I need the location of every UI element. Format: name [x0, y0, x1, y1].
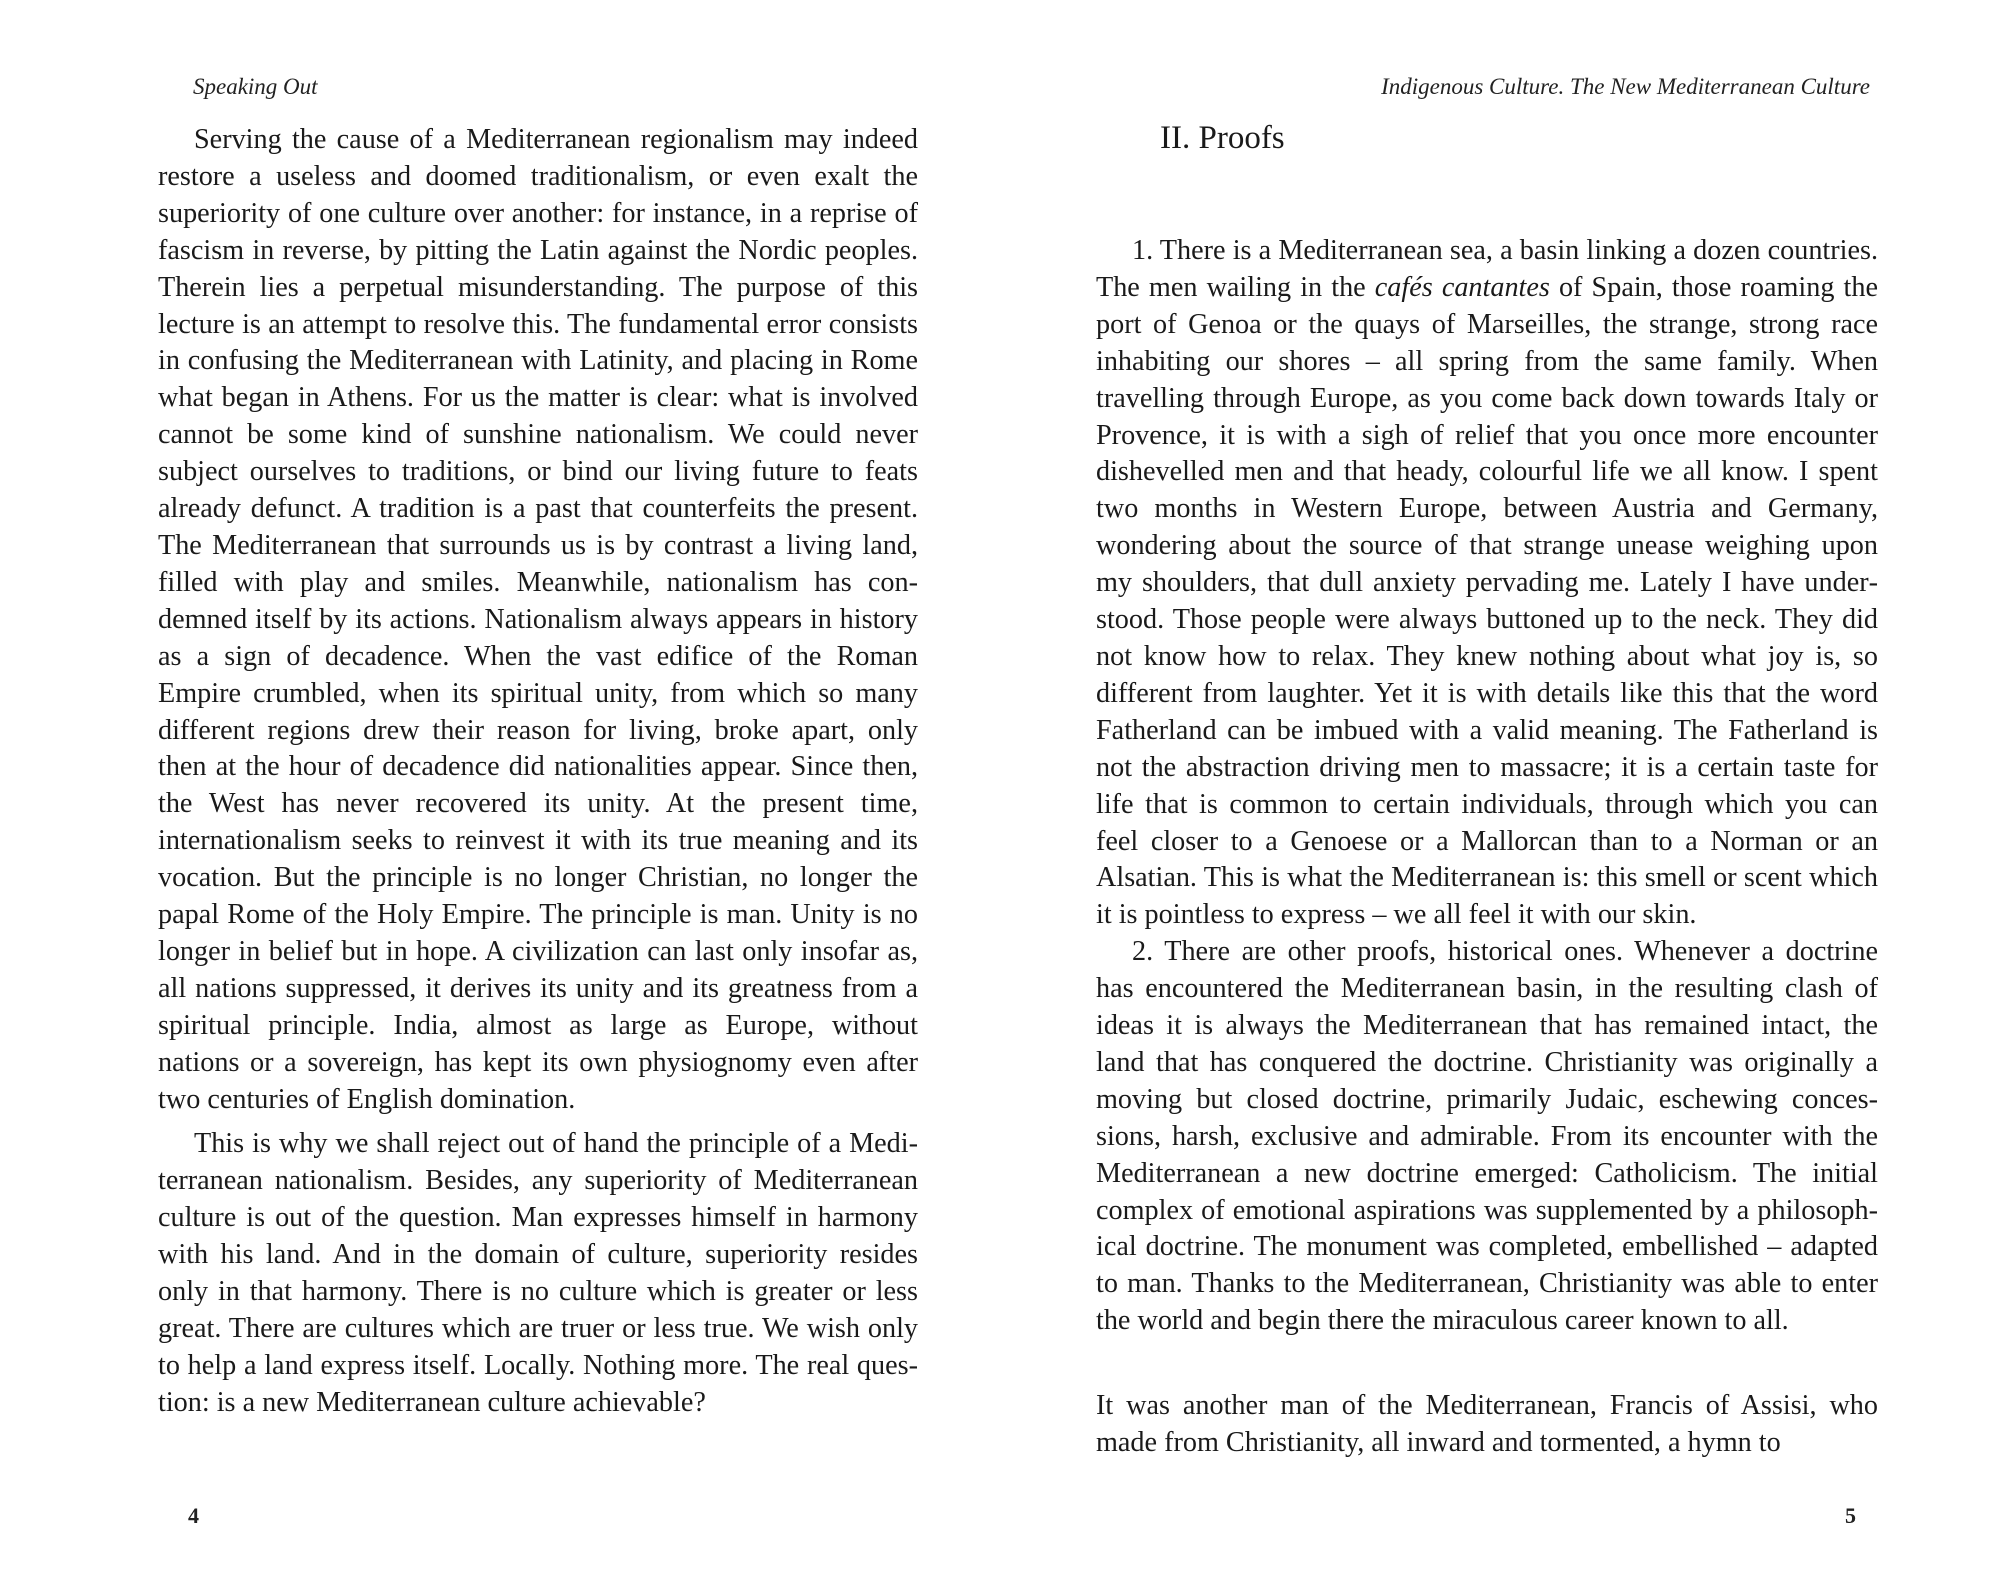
page-number-left: 4: [188, 1503, 199, 1528]
proof-2-text: There are other proofs, historical ones. Whenever a doctrine has encountered the Mediterranean basin, in the resulting clash of ideas it is always the Mediterranean that has remained intact, the land that has conquered the doctrine. Christianity was originally a moving but closed doctrine, primarily Judaic, eschewing concessions, harsh, exclusive and admirable. From its encounter with the Mediterranean a new doctrine emerged: Catholicism. The initial complex of emotional aspirations was supplemented by a philosophical doctrine. The monument was completed, embellished – adapted to man. Thanks to the Mediterranean, Christianity was able to enter the world and begin there the miraculous career known to all.: [1096, 936, 1878, 1337]
proofs-body-text: [1096, 233, 1878, 1340]
left-body-text: [158, 122, 918, 1422]
right-page: [1096, 0, 1878, 1582]
proof-1-number: 1.: [1132, 235, 1154, 266]
section-heading: II. Proofs: [1160, 120, 1285, 156]
proof-2-number: 2.: [1132, 936, 1154, 968]
proof-1-text-a: There is a Mediterranean sea, a basin linking a dozen countries. The men wailing in the: [1096, 235, 1878, 303]
left-paragraph-1: Serving the cause of a Mediterranean regionalism may indeed restore a useless and doomed traditionalism, or even exalt the superiority of one culture over another: for instance, in a reprise of fascism in reverse, by pitting the Latin against the Nordic peoples. Therein lies a perpetual misunderstanding. The purpose of this lecture is an attempt to resolve this. The fundamental error consists in confusing the Mediterranean with Latinity, and placing in Rome what began in Athens. For us the matter is clear: what is involved cannot be some kind of sunshine nationalism. We could never subject ourselves to traditions, or bind our living future to feats already defunct. A tradition is a past that counterfeits the present. The Mediterranean that surrounds us is by contrast a living land, filled with play and smiles. Meanwhile, nationalism has condemned itself by its actions. Nationalism always appears in history as a sign of decadence. When the vast edifice of the Roman Empire crumbled, when its spiritual unity, from which so many different regions drew their reason for living, broke apart, only then at the hour of decadence did nationalities appear. Since then, the West has never recovered its unity. At the present time, internationalism seeks to reinvest it with its true meaning and its vocation. But the principle is no longer Christian, no longer the papal Rome of the Holy Empire. The principle is man. Unity is no longer in belief but in hope. A civilization can last only insofar as, all nations suppressed, it derives its unity and its greatness from a spiritual principle. India, almost as large as Europe, without nations or a sovereign, has kept its own physiognomy even after two centuries of English domination.: [158, 124, 918, 1115]
page-number-right: 5: [1845, 1503, 1856, 1528]
proof-1-italic-term: cafés cantantes: [1374, 271, 1550, 303]
proof-paragraph-2: [1096, 934, 1878, 1340]
proof-paragraph-1: [1096, 233, 1878, 934]
running-head-right: Indigenous Culture. The New Mediterranean Culture: [1381, 74, 1870, 99]
left-paragraph-2: This is why we shall reject out of hand the principle of a Mediterranean nationalism. Besides, any superiority of Mediterranean culture is out of the question. Man expresses himself in harmony with his land. And in the domain of culture, superiority resides only in that harmony. There is no culture which is greater or less great. There are cultures which are truer or less true. We wish only to help a land express itself. Locally. Nothing more. The real question: is a new Mediterranean culture achievable?: [158, 1128, 918, 1418]
continuation-text-block: [1096, 1388, 1878, 1462]
proof-1-text-b: of Spain, those roaming the port of Genoa or the quays of Marseilles, the strange, strong race inhabiting our shores – all spring from the same family. When travelling through Europe, as you come back down towards Italy or Provence, it is with a sigh of relief that you once more encounter dishevelled men and that heady, colourful life we all know. I spent two months in Western Europe, between Austria and Germany, wondering about the source of that strange unease weighing upon my shoulders, that dull anxiety pervading me. Lately I have understood. Those people were always buttoned up to the neck. They did not know how to relax. They knew nothing about what joy is, so different from laughter. Yet it is with details like this that the word Fatherland can be imbued with a valid meaning. The Fatherland is not the abstraction driving men to massacre; it is a certain taste for life that is common to certain individuals, through which you can feel closer to a Genoese or a Mallorcan than to a Norman or an Alsatian. This is what the Mediterranean is: this smell or scent which it is pointless to express – we all feel it with our skin.: [1096, 271, 1878, 931]
left-page: [158, 0, 918, 1582]
continuation-paragraph: It was another man of the Mediterranean, Francis of Assisi, who made from Christianity, all inward and tormented, a hymn to: [1096, 1390, 1878, 1458]
running-head-left: Speaking Out: [193, 74, 318, 99]
